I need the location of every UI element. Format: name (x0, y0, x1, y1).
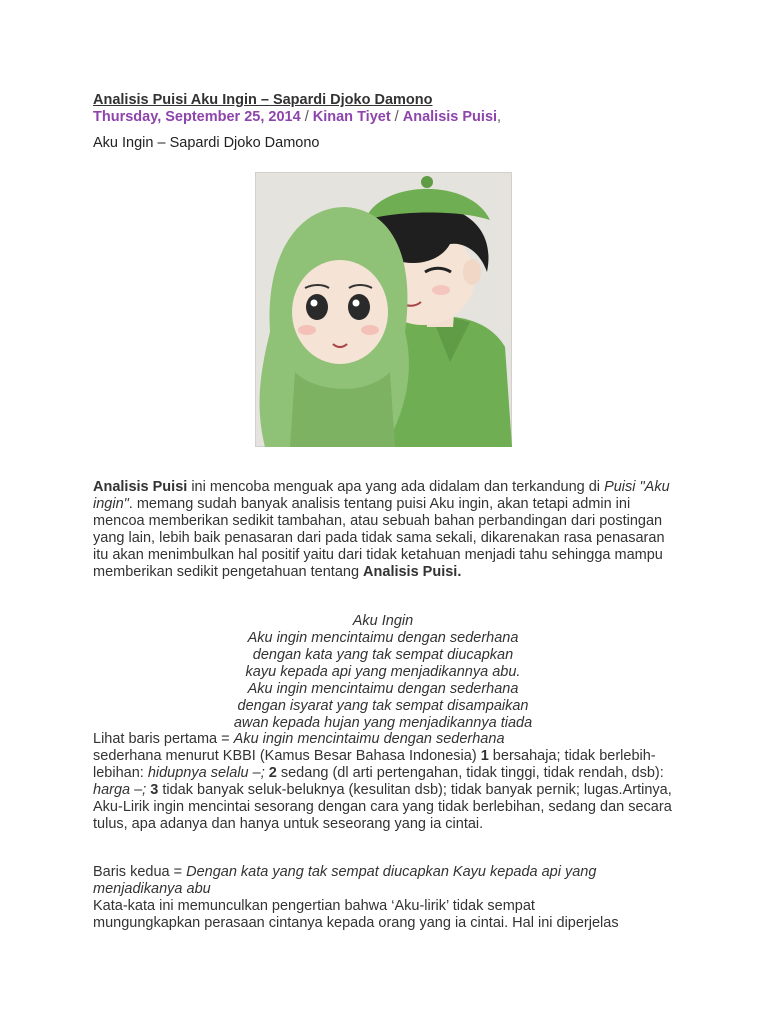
analysis-text: sedang (dl arti pertengahan, tidak tinggi, tidak rendah, dsb): (276, 765, 664, 781)
poem-line: dengan isyarat yang tak sempat disampaikan (237, 698, 529, 714)
analysis-paragraph (93, 731, 683, 833)
article-meta (93, 109, 501, 125)
analysis-example: hidupnya selalu –; (147, 765, 265, 781)
intro-paragraph (93, 479, 683, 581)
analysis-lead: Lihat baris pertama = (93, 731, 234, 747)
analysis-example: harga –; (93, 782, 147, 798)
analysis-text: bersahaja; tidak berlebih-lebihan: (93, 748, 656, 781)
poem-line: awan kepada hujan yang menjadikannya tiada (233, 715, 533, 731)
poem-line: Aku ingin mencintaimu dengan sederhana (247, 630, 519, 646)
analysis-lead-italic: Aku ingin mencintaimu dengan sederhana (233, 731, 505, 747)
baris-kedua-quote: Dengan kata yang tak sempat diucapkan Kayu kepada api yang menjadikanya abu (93, 864, 597, 897)
baris-kedua-line: mungungkapkan perasaan cintanya kepada orang yang ia cintai. Hal ini diperjelas (93, 915, 619, 931)
meta-separator: / (390, 109, 403, 125)
analysis-text: sederhana menurut KBBI (Kamus Besar Bahasa Indonesia) (93, 748, 481, 764)
analysis-definition (93, 748, 683, 833)
definition-number: 1 (480, 748, 489, 764)
meta-trailing-comma: , (497, 109, 502, 125)
analysis-text: tidak banyak seluk-beluknya (kesulitan dsb); tidak banyak pernik; lugas.Artinya, Aku-Lirik ingin mencintai sesorang dengan cara yang tidak berlebihan, sedang dan secara tulus, apa adanya dan hanya untuk seseorang yang ia cintai. (93, 782, 672, 832)
analysis-lead-line (93, 731, 683, 748)
article-title[interactable]: Analisis Puisi Aku Ingin – Sapardi Djoko Damono (93, 92, 433, 108)
definition-number: 2 (268, 765, 277, 781)
intro-keyword[interactable]: Analisis Puisi (93, 479, 188, 495)
baris-kedua-label: Baris kedua = (93, 864, 187, 880)
baris-kedua-lead (93, 864, 683, 898)
intro-text: ini mencoba menguak apa yang ada didalam dan terkandung di (187, 479, 605, 495)
article-subtitle: Aku Ingin – Sapardi Djoko Damono (93, 135, 320, 151)
meta-separator: / (300, 109, 313, 125)
intro-italic: Puisi "Aku ingin" (93, 479, 670, 512)
poem-block (93, 613, 673, 732)
poem-line: dengan kata yang tak sempat diucapkan (252, 647, 514, 663)
intro-text: . memang sudah banyak analisis tentang puisi Aku ingin, akan tetapi admin ini mencoa memberikan sedikit tambahan, atau sebuah bahan perbandingan dari postingan yang lain, lebih baik penasaran dari pada tidak sama sekali, dikarenakan rasa penasaran itu akan menimbulkan hal positif yaitu dari tidak ketahuan menjadi tahu sehingga mampu memberikan sedikit pengetahuan tentang (93, 496, 665, 580)
poem-line: Aku ingin mencintaimu dengan sederhana (247, 681, 519, 697)
baris-kedua-line: Kata-kata ini memunculkan pengertian bahwa ‘Aku-lirik’ tidak sempat (93, 898, 535, 914)
author-link[interactable]: Kinan Tiyet (312, 109, 391, 125)
poem-line: kayu kepada api yang menjadikannya abu. (245, 664, 521, 680)
couple-illustration-icon (255, 172, 512, 447)
post-date-link[interactable]: Thursday, September 25, 2014 (93, 109, 301, 125)
intro-keyword[interactable]: Analisis Puisi. (363, 564, 462, 580)
poem-line: Aku Ingin (352, 613, 414, 629)
definition-number: 3 (150, 782, 159, 798)
category-link[interactable]: Analisis Puisi (402, 109, 498, 125)
baris-kedua-paragraph (93, 864, 683, 932)
